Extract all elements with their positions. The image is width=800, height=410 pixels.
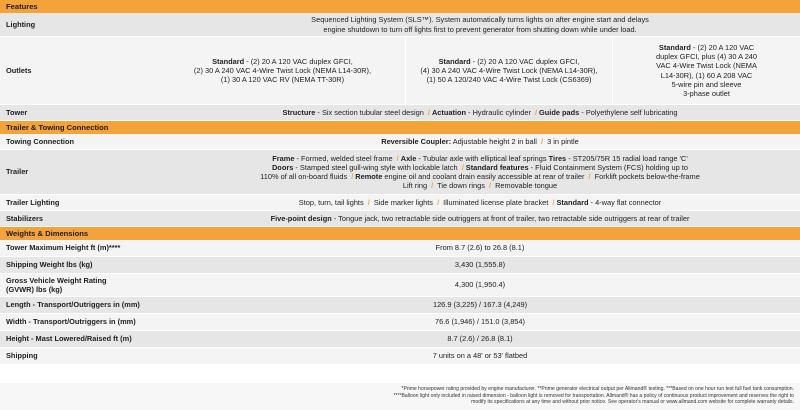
- row-value: [160, 195, 800, 210]
- row-label: Trailer: [6, 167, 29, 177]
- outlets-col1-l2: (2) 30 A 240 VAC 4-Wire Twist Lock (NEMA L14-30R),: [193, 65, 372, 75]
- row-label: Stabilizers: [6, 213, 43, 223]
- table-row: [0, 314, 800, 331]
- outlets-col-2: [405, 37, 612, 104]
- trailer-value-tongue: Removable tongue: [493, 181, 558, 191]
- towing-key-coupler: Reversible Coupler:: [381, 136, 452, 146]
- trailer-value-fcs: - Fluid Containment System (FCS) holding up to: [528, 162, 688, 172]
- trailer-lighting-license: Illuminated license plate bracket: [441, 197, 551, 207]
- separator: /: [461, 162, 464, 172]
- outlets-col2-l1: - (2) 20 A 120 VAC duplex GFCI,: [470, 56, 580, 66]
- outlets-col-3: [612, 37, 800, 104]
- stabilizers-value: - Tongue jack, two retractable side outriggers at front of trailer, two retractable side outriggers at rear of trailer: [331, 213, 690, 223]
- trailer-value-tie-down: Tie down rings: [435, 181, 487, 191]
- row-tower: [0, 105, 800, 121]
- trailer-value-tires: - ST205/75R 15 radial load range 'C': [566, 153, 688, 163]
- outlets-col-1: [160, 37, 405, 104]
- row-value: 4,300 (1,950.4): [454, 280, 506, 290]
- outlets-col2-l3: (1) 50 A 120/240 VAC 4-Wire Twist Lock (CS6369): [426, 75, 592, 85]
- gvwr-label-line-2: (GVWR) lbs (kg): [6, 285, 63, 294]
- tower-value-structure: - Six section tubular steel design: [315, 107, 426, 117]
- table-row: [0, 257, 800, 274]
- row-label: Trailer Lighting: [6, 197, 60, 207]
- footnote-line-3: modify its specifications at any time and without prior notice. See operator's manual or www.allmand.com website for complete warranty details.: [471, 399, 794, 406]
- outlets-col1-title: Standard: [212, 56, 245, 66]
- row-value: 76.6 (1,946) / 151.0 (3,854): [435, 317, 525, 327]
- row-trailer-lighting: [0, 195, 800, 211]
- separator: /: [541, 136, 544, 146]
- separator: /: [588, 172, 591, 181]
- outlets-col3-l5: 5-wire pin and sleeve: [671, 79, 742, 89]
- separator: /: [427, 107, 430, 117]
- row-value: [160, 211, 800, 226]
- separator: /: [351, 172, 354, 181]
- towing-value-ball: Adjustable height 2 in ball: [451, 136, 539, 146]
- tower-key-actuation: Actuation: [431, 107, 467, 117]
- outlets-col2-title: Standard: [438, 56, 471, 66]
- trailer-value-frame: - Formed, welded steel frame: [294, 153, 395, 163]
- separator: /: [396, 153, 399, 163]
- trailer-key-standard-features: Standard features: [465, 162, 529, 172]
- trailer-value-lift-ring: Lift ring: [402, 181, 430, 191]
- lighting-line-1: Sequenced Lighting System (SLS™). System automatically turns lights on after engine start and delays: [311, 15, 649, 25]
- section-header-trailer-towing: Trailer & Towing Connection: [0, 121, 800, 134]
- outlets-col1-l1: - (2) 20 A 120 VAC duplex GFCI,: [244, 56, 353, 66]
- outlets-col3-l1: - (2) 20 A 120 VAC: [690, 43, 755, 53]
- towing-value-pintle: 3 in pintle: [545, 136, 579, 146]
- row-label: Lighting: [6, 19, 36, 29]
- table-row: [0, 297, 800, 314]
- row-value: [160, 13, 800, 36]
- trailer-value-axle: - Tubular axle with elliptical leaf springs: [416, 153, 549, 163]
- trailer-key-remote: Remote: [355, 172, 383, 181]
- row-value: 126.9 (3,225) / 167.3 (4,249): [432, 300, 528, 310]
- row-label: Towing Connection: [6, 136, 75, 146]
- row-value: 7 units on a 48' or 53' flatbed: [432, 351, 528, 361]
- row-label: [0, 274, 160, 296]
- trailer-key-axle: Axle: [400, 153, 417, 163]
- separator: /: [431, 181, 434, 191]
- table-row: [0, 331, 800, 348]
- trailer-key-tires: Tires: [548, 153, 567, 163]
- trailer-lighting-connector: - 4-way flat connector: [588, 197, 662, 207]
- row-label: Width - Transport/Outriggers in (mm): [6, 317, 136, 327]
- row-trailer: [0, 150, 800, 195]
- outlets-col1-l3: (1) 30 A 120 VAC RV (NEMA TT-30R): [220, 75, 345, 85]
- section-header-features: Features: [0, 0, 800, 13]
- trailer-key-frame: Frame: [272, 153, 295, 163]
- outlets-col3-l4: L14-30R), (1) 60 A 208 VAC: [660, 70, 753, 80]
- outlets-col2-l2: (4) 30 A 240 VAC 4-Wire Twist Lock (NEMA L14-30R),: [420, 65, 598, 75]
- row-lighting: [0, 13, 800, 37]
- footnotes: [0, 383, 800, 410]
- table-row: [0, 274, 800, 297]
- trailer-lighting-stop-turn-tail: Stop, turn, tail lights: [298, 197, 366, 207]
- tower-key-guide-pads: Guide pads: [539, 107, 580, 117]
- gvwr-label-line-1: Gross Vehicle Weight Rating: [6, 275, 107, 285]
- row-label: Shipping: [6, 351, 38, 361]
- row-label: Tower Maximum Height ft (m)****: [6, 243, 121, 253]
- footnote-line-2: ****Balloon light only included in raised dimension - balloon light is removed for transportation. Allmand® has a policy of continuous product improvement and reserves the right to: [393, 392, 794, 399]
- outlets-col3-l2: duplex GFCI, plus (4) 30 A 240: [655, 52, 758, 62]
- outlets-col3-title: Standard: [658, 43, 691, 53]
- separator: /: [552, 197, 555, 207]
- row-value: From 8.7 (2.6) to 26.8 (8.1): [435, 243, 525, 253]
- trailer-value-fluids: 110% of all on-board fluids: [260, 172, 350, 181]
- trailer-lighting-side-marker: Side marker lights: [371, 197, 436, 207]
- outlets-col3-l3: VAC 4-Wire Twist Lock (NEMA: [656, 61, 757, 71]
- tower-value-guide-pads: - Polyethylene self lubricating: [579, 107, 678, 117]
- row-towing-connection: [0, 134, 800, 150]
- row-value: [160, 105, 800, 120]
- stabilizers-key-design: Five-point design: [270, 213, 332, 223]
- row-label: Shipping Weight lbs (kg): [6, 260, 93, 270]
- row-value: [160, 134, 800, 149]
- tower-value-actuation: - Hydraulic cylinder: [466, 107, 533, 117]
- footnote-line-1: *Prime horsepower rating provided by engine manufacturer. **Prime generator electrical output per Allmand® testing. ***Based on one hour run test full fuel tank consumption.: [401, 386, 794, 392]
- trailer-value-remote: engine oil and coolant drain easily accessible at rear of trailer: [382, 172, 587, 181]
- row-label: Tower: [6, 107, 28, 117]
- table-row: [0, 348, 800, 365]
- row-value: 8.7 (2.6) / 26.8 (8.1): [447, 334, 513, 344]
- row-label: Length - Transport/Outriggers in (mm): [6, 300, 140, 310]
- row-stabilizers: [0, 211, 800, 227]
- trailer-value-forklift: Forklift pockets below-the-frame: [592, 172, 700, 181]
- separator: /: [488, 181, 492, 191]
- separator: /: [367, 197, 370, 207]
- trailer-key-doors: Doors: [271, 162, 294, 172]
- trailer-lighting-key-standard: Standard: [556, 197, 589, 207]
- separator: /: [534, 107, 538, 117]
- row-value: 3,430 (1,555.8): [454, 260, 506, 270]
- row-outlets: [0, 37, 800, 105]
- table-row: [0, 240, 800, 257]
- separator: /: [437, 197, 440, 207]
- row-label: Height - Mast Lowered/Raised ft (m): [6, 334, 132, 344]
- outlets-columns: [160, 37, 800, 104]
- row-label: Outlets: [6, 65, 32, 75]
- row-value: [160, 150, 800, 194]
- outlets-col3-l6: 3-phase outlet: [683, 88, 730, 98]
- lighting-line-2: engine shutdown to turn off lights first to prevent generator from shutting down while under load.: [323, 24, 637, 34]
- section-header-weights: Weights & Dimensions: [0, 227, 800, 240]
- tower-key-structure: Structure: [282, 107, 316, 117]
- trailer-value-doors: - Stamped steel gull-wing style with lockable latch: [293, 162, 460, 172]
